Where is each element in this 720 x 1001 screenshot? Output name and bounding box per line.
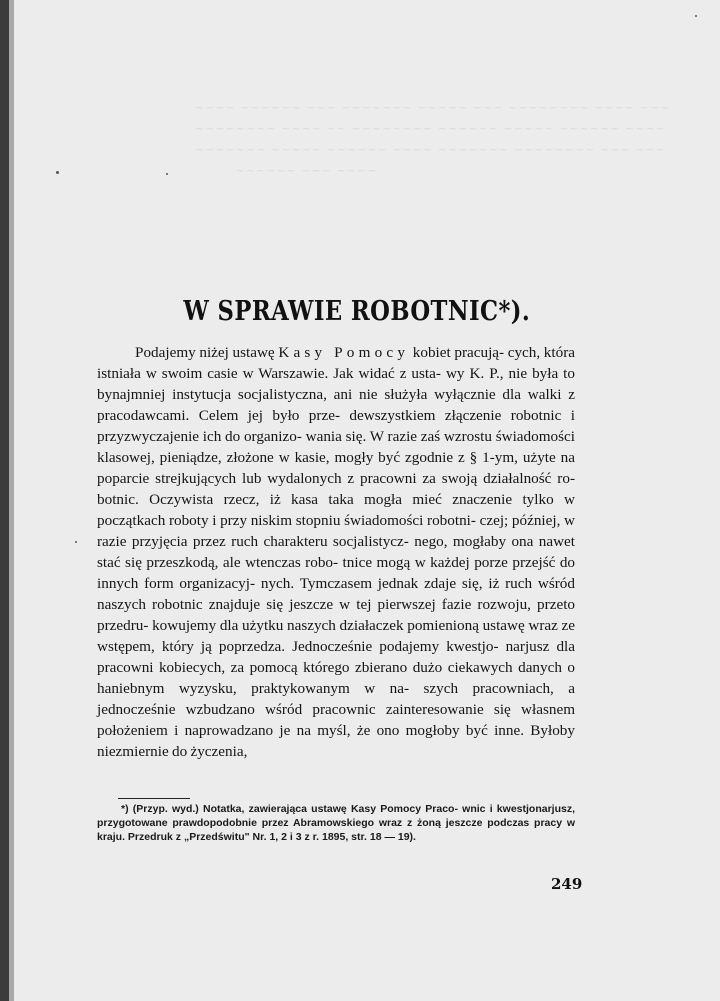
article-title: W SPRAWIE ROBOTNIC*). — [183, 296, 531, 327]
body-line: szych pracowniach, a jednocześnie wzbudzano wśród pracownic — [97, 680, 575, 718]
page-number: 249 — [551, 875, 583, 893]
scan-speck — [166, 173, 168, 175]
body-line: służyła wyłącznie dla walki z pracodawcami. Celem jej było prze- — [97, 386, 575, 424]
body-line: botnic. Oczywista rzecz, iż kasa taka mogła mieć znaczenie tylko — [97, 491, 554, 508]
scan-speck — [75, 541, 77, 543]
footnote — [97, 802, 575, 844]
body-line: dewszystkiem złączenie robotnic i przyzwyczajenie ich do organizo- — [97, 407, 576, 445]
body-line: narjusz dla pracowni kobiecych, za pomocą którego zbierano dużo — [97, 638, 576, 676]
body-line: kowujemy dla użytku naszych działaczek pomienioną ustawę wraz — [152, 617, 558, 634]
body-line: w początkach roboty i przy niskim stopniu świadomości robotni- — [97, 491, 575, 529]
body-emphasis: Kasy Pomocy — [278, 344, 410, 361]
body-line: nego, mogłaby ona nawet stać się przeszkodą, ale wtenczas robo- — [97, 533, 576, 571]
page-binding-edge — [0, 0, 9, 1001]
body-line: znajduje się jeszcze w tej pierwszej fazie rozwoju, przeto przedru- — [97, 596, 576, 634]
footnote-line: *) (Przyp. wyd.) Notatka, zawierająca ustawę Kasy Pomocy Praco- — [121, 803, 458, 815]
body-line: cych, która istniała w swoim casie w Warszawie. Jak widać z usta- — [97, 344, 576, 382]
body-line: wy K. P., nie była to bynajmniej instytucja socjalistyczna, ani nie — [97, 365, 575, 403]
scan-speck — [695, 15, 697, 17]
body-line: strejkujących lub wydalonych z pracowni za swoją działalność ro- — [155, 470, 576, 487]
page-binding-shadow — [9, 0, 14, 1001]
show-through-text: ~~~~ ~~~~~~ ~~~ ~~~~~~~ ~~~~~ ~~~ ~~~~~~~~ ~~~~ ~~~ ~~~~~~~~ ~~~~ ~~ ~~~~~~~~ ~~~~~~ ~~~~~ ~~~~~~ ~~~~ ~~~~~~~ ~~~~~ ~~~~~~ ~~~~ ~~~~~~~ ~~~~~~~~ ~~~ ~~~ ~~~~~~ ~~~ ~~~~ — [195, 101, 671, 177]
scan-speck — [56, 171, 59, 174]
body-line: myśl, że ono mogłoby być inne. Byłoby niezmiernie do życzenia, — [97, 722, 575, 760]
body-line: Podajemy niżej ustawę — [135, 344, 275, 361]
body-line: wania się. W razie zaś wzrostu świadomości klasowej, pieniądze, — [97, 428, 576, 466]
body-line: nych. Tymczasem jednak zdaje się, iż ruch wśród naszych robotnic — [97, 575, 575, 613]
article-body — [97, 342, 575, 762]
footnote-divider — [118, 798, 190, 799]
footnote-line: wraz z żoną jeszcze podczas pracy w kraju. Przedruk z „Przedświtu" — [97, 817, 575, 843]
body-line: ciekawych danych o haniebnym wyzysku, praktykowanym w na- — [97, 659, 576, 697]
footnote-line: wnic i kwestjonarjusz, przygotowane prawdopodobnie przez Abramowskiego — [97, 803, 575, 829]
body-line: zainteresowanie się własnem położeniem i naprowadzano je na — [97, 701, 576, 739]
body-line: ze wstępem, który ją poprzedza. Jednocześnie podajemy kwestjo- — [97, 617, 576, 655]
body-line: złożone w kasie, mogły być zgodnie z § 1-ym, użyte na poparcie — [97, 449, 576, 487]
body-line: tnice mogą w każdej porze przejść do innych form organizacyj- — [97, 554, 576, 592]
footnote-line: Nr. 1, 2 i 3 z r. 1895, str. 18 — 19). — [252, 831, 416, 843]
body-line: czej; później, w razie przyjęcia przez ruch charakteru socjalistycz- — [97, 512, 576, 550]
body-line: kobiet pracują- — [412, 344, 505, 361]
